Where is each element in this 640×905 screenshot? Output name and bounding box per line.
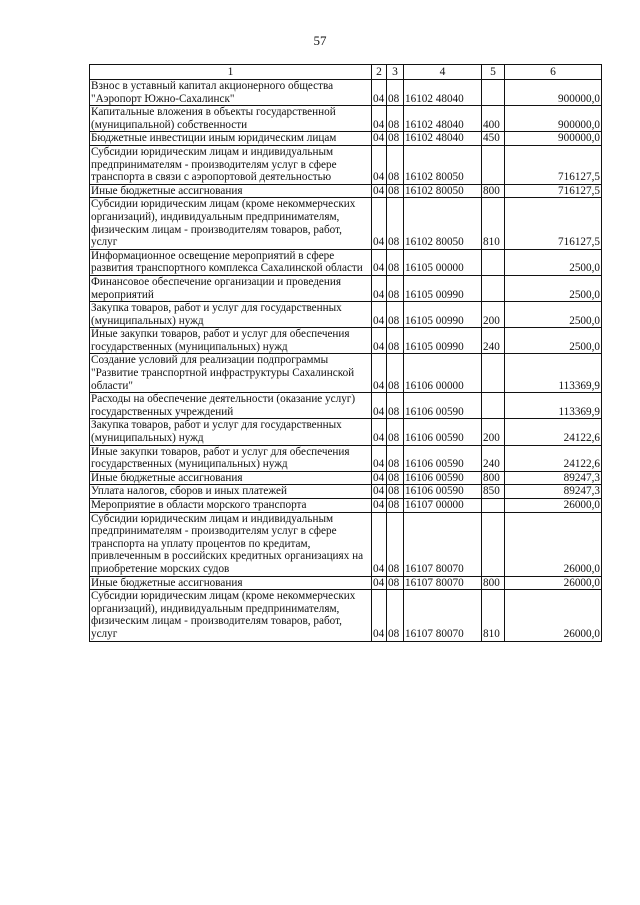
column-header-1: 1: [90, 65, 372, 80]
row-expense-type-code: 850: [482, 485, 505, 499]
row-target-article-code: 16105 00990: [404, 275, 482, 301]
row-expense-type-code: 800: [482, 184, 505, 198]
row-subsection-code: 08: [387, 80, 404, 106]
row-amount: 89247,3: [505, 471, 602, 485]
row-description: Иные бюджетные ассигнования: [90, 184, 372, 198]
row-section-code: 04: [372, 249, 387, 275]
row-amount: 26000,0: [505, 512, 602, 576]
table-body: [90, 80, 602, 642]
row-subsection-code: 08: [387, 198, 404, 249]
row-expense-type-code: [482, 145, 505, 184]
row-section-code: 04: [372, 354, 387, 393]
row-section-code: 04: [372, 145, 387, 184]
row-expense-type-code: 240: [482, 328, 505, 354]
row-target-article-code: 16102 48040: [404, 132, 482, 146]
row-section-code: 04: [372, 590, 387, 641]
row-section-code: 04: [372, 393, 387, 419]
row-section-code: 04: [372, 485, 387, 499]
row-subsection-code: 08: [387, 512, 404, 576]
row-expense-type-code: [482, 499, 505, 513]
row-description: Расходы на обеспечение деятельности (оказание услуг) государственных учреждений: [90, 393, 372, 419]
row-description: Субсидии юридическим лицам и индивидуальным предпринимателям - производителям услуг в сфере транспорта в связи с аэропортовой деятельностью: [90, 145, 372, 184]
row-subsection-code: 08: [387, 576, 404, 590]
row-expense-type-code: [482, 354, 505, 393]
row-subsection-code: 08: [387, 145, 404, 184]
row-target-article-code: 16102 48040: [404, 80, 482, 106]
row-target-article-code: 16102 80050: [404, 145, 482, 184]
row-section-code: 04: [372, 132, 387, 146]
row-amount: 26000,0: [505, 590, 602, 641]
row-amount: 900000,0: [505, 80, 602, 106]
row-expense-type-code: 800: [482, 471, 505, 485]
row-target-article-code: 16106 00590: [404, 485, 482, 499]
row-expense-type-code: 810: [482, 590, 505, 641]
table-row: [90, 445, 602, 471]
row-description: Иные бюджетные ассигнования: [90, 576, 372, 590]
row-description: Субсидии юридическим лицам (кроме некоммерческих организаций), индивидуальным предпринимателям, физическим лицам - производителям товаров, работ, услуг: [90, 590, 372, 641]
row-target-article-code: 16102 48040: [404, 106, 482, 132]
row-description: Иные закупки товаров, работ и услуг для обеспечения государственных (муниципальных) нужд: [90, 328, 372, 354]
row-amount: 24122,6: [505, 445, 602, 471]
row-amount: 26000,0: [505, 576, 602, 590]
row-subsection-code: 08: [387, 499, 404, 513]
table-row: [90, 499, 602, 513]
row-description: Бюджетные инвестиции иным юридическим лицам: [90, 132, 372, 146]
row-section-code: 04: [372, 576, 387, 590]
table-row: [90, 132, 602, 146]
row-subsection-code: 08: [387, 445, 404, 471]
table-header-row: [90, 65, 602, 80]
row-expense-type-code: [482, 393, 505, 419]
row-section-code: 04: [372, 184, 387, 198]
row-target-article-code: 16105 00990: [404, 302, 482, 328]
table-row: [90, 393, 602, 419]
row-subsection-code: 08: [387, 354, 404, 393]
row-subsection-code: 08: [387, 590, 404, 641]
row-expense-type-code: 240: [482, 445, 505, 471]
row-target-article-code: 16106 00590: [404, 419, 482, 445]
row-amount: 2500,0: [505, 328, 602, 354]
row-description: Субсидии юридическим лицам (кроме некоммерческих организаций), индивидуальным предпринимателям, физическим лицам - производителям товаров, работ, услуг: [90, 198, 372, 249]
row-amount: 24122,6: [505, 419, 602, 445]
row-amount: 716127,5: [505, 145, 602, 184]
row-expense-type-code: 800: [482, 576, 505, 590]
row-expense-type-code: [482, 249, 505, 275]
table-row: [90, 275, 602, 301]
table-row: [90, 198, 602, 249]
row-expense-type-code: 400: [482, 106, 505, 132]
row-section-code: 04: [372, 512, 387, 576]
table-row: [90, 249, 602, 275]
column-header-5: 5: [482, 65, 505, 80]
row-expense-type-code: 810: [482, 198, 505, 249]
row-target-article-code: 16106 00590: [404, 471, 482, 485]
table-row: [90, 302, 602, 328]
row-description: Уплата налогов, сборов и иных платежей: [90, 485, 372, 499]
row-description: Мероприятие в области морского транспорта: [90, 499, 372, 513]
row-target-article-code: 16106 00000: [404, 354, 482, 393]
row-expense-type-code: [482, 512, 505, 576]
row-amount: 900000,0: [505, 106, 602, 132]
table-row: [90, 419, 602, 445]
row-section-code: 04: [372, 445, 387, 471]
row-subsection-code: 08: [387, 106, 404, 132]
row-amount: 2500,0: [505, 275, 602, 301]
row-amount: 2500,0: [505, 249, 602, 275]
row-target-article-code: 16102 80050: [404, 198, 482, 249]
row-expense-type-code: 200: [482, 419, 505, 445]
row-section-code: 04: [372, 328, 387, 354]
row-expense-type-code: [482, 275, 505, 301]
row-target-article-code: 16102 80050: [404, 184, 482, 198]
table-row: [90, 145, 602, 184]
row-amount: 89247,3: [505, 485, 602, 499]
row-subsection-code: 08: [387, 393, 404, 419]
row-amount: 716127,5: [505, 184, 602, 198]
row-expense-type-code: [482, 80, 505, 106]
row-subsection-code: 08: [387, 302, 404, 328]
row-target-article-code: 16105 00990: [404, 328, 482, 354]
row-subsection-code: 08: [387, 132, 404, 146]
row-target-article-code: 16106 00590: [404, 393, 482, 419]
row-description: Иные бюджетные ассигнования: [90, 471, 372, 485]
row-section-code: 04: [372, 471, 387, 485]
row-description: Взнос в уставный капитал акционерного общества "Аэропорт Южно-Сахалинск": [90, 80, 372, 106]
row-amount: 716127,5: [505, 198, 602, 249]
table-row: [90, 471, 602, 485]
row-expense-type-code: 200: [482, 302, 505, 328]
row-subsection-code: 08: [387, 328, 404, 354]
row-target-article-code: 16107 80070: [404, 590, 482, 641]
row-target-article-code: 16107 80070: [404, 512, 482, 576]
table-row: [90, 485, 602, 499]
row-amount: 26000,0: [505, 499, 602, 513]
row-section-code: 04: [372, 80, 387, 106]
row-subsection-code: 08: [387, 249, 404, 275]
row-subsection-code: 08: [387, 471, 404, 485]
row-subsection-code: 08: [387, 184, 404, 198]
column-header-6: 6: [505, 65, 602, 80]
row-section-code: 04: [372, 198, 387, 249]
table-row: [90, 106, 602, 132]
row-amount: 900000,0: [505, 132, 602, 146]
row-description: Закупка товаров, работ и услуг для государственных (муниципальных) нужд: [90, 302, 372, 328]
row-target-article-code: 16107 00000: [404, 499, 482, 513]
column-header-3: 3: [387, 65, 404, 80]
row-section-code: 04: [372, 419, 387, 445]
row-description: Иные закупки товаров, работ и услуг для обеспечения государственных (муниципальных) нужд: [90, 445, 372, 471]
row-description: Капитальные вложения в объекты государственной (муниципальной) собственности: [90, 106, 372, 132]
row-section-code: 04: [372, 106, 387, 132]
column-header-4: 4: [404, 65, 482, 80]
table-row: [90, 590, 602, 641]
table-row: [90, 576, 602, 590]
row-subsection-code: 08: [387, 419, 404, 445]
row-description: Субсидии юридическим лицам и индивидуальным предпринимателям - производителям услуг в сфере транспорта на уплату процентов по кредитам, привлеченным в российских кредитных организациях на приобретение морских судов: [90, 512, 372, 576]
row-target-article-code: 16107 80070: [404, 576, 482, 590]
row-target-article-code: 16105 00000: [404, 249, 482, 275]
row-section-code: 04: [372, 302, 387, 328]
row-description: Закупка товаров, работ и услуг для государственных (муниципальных) нужд: [90, 419, 372, 445]
column-header-2: 2: [372, 65, 387, 80]
row-description: Создание условий для реализации подпрограммы "Развитие транспортной инфраструктуры Сахалинской области": [90, 354, 372, 393]
row-target-article-code: 16106 00590: [404, 445, 482, 471]
table-row: [90, 354, 602, 393]
row-section-code: 04: [372, 499, 387, 513]
row-subsection-code: 08: [387, 485, 404, 499]
row-description: Финансовое обеспечение организации и проведения мероприятий: [90, 275, 372, 301]
row-section-code: 04: [372, 275, 387, 301]
row-amount: 2500,0: [505, 302, 602, 328]
row-subsection-code: 08: [387, 275, 404, 301]
budget-table: [89, 64, 602, 642]
page-number: 57: [313, 33, 327, 48]
row-amount: 113369,9: [505, 354, 602, 393]
row-expense-type-code: 450: [482, 132, 505, 146]
row-amount: 113369,9: [505, 393, 602, 419]
table-row: [90, 184, 602, 198]
table-row: [90, 80, 602, 106]
table-row: [90, 512, 602, 576]
row-description: Информационное освещение мероприятий в сфере развития транспортного комплекса Сахалинской области: [90, 249, 372, 275]
table-row: [90, 328, 602, 354]
